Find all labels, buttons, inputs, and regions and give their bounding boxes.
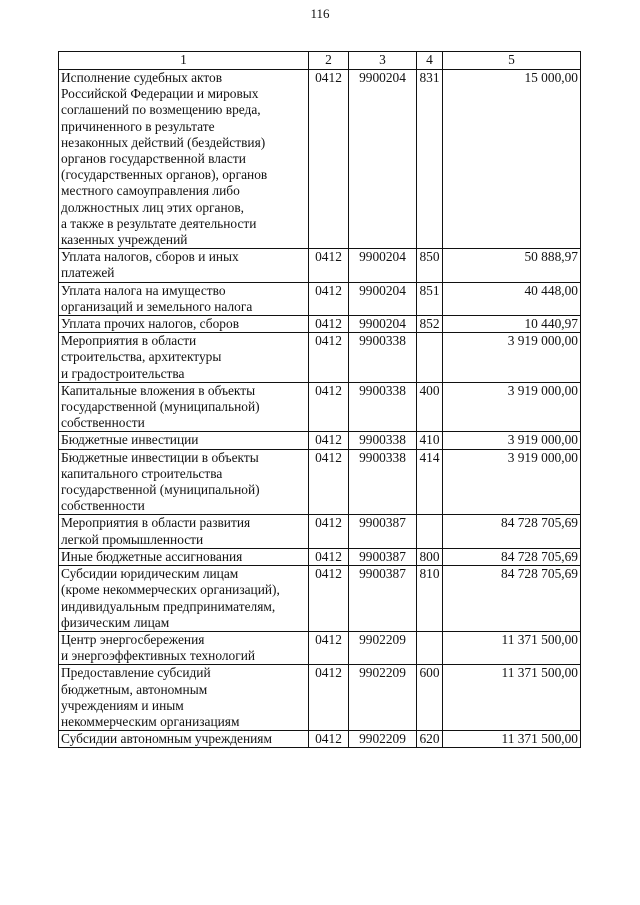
row-target-code: 9900204 xyxy=(349,70,417,249)
row-target-code: 9900338 xyxy=(349,432,417,449)
table-row xyxy=(59,70,581,249)
row-name: Исполнение судебных актов Российской Федерации и мировых соглашений по возмещению вреда, причиненного в результате незаконных действий (бездействия) органов государственной власти (государственных органов), органов местного самоуправления либо должностных лиц этих органов, а также в результате деятельности казенных учреждений xyxy=(59,70,309,249)
row-target-code: 9902209 xyxy=(349,731,417,748)
row-target-code: 9900204 xyxy=(349,316,417,333)
row-target-code: 9900338 xyxy=(349,449,417,515)
row-target-code: 9902209 xyxy=(349,631,417,664)
row-section-code: 0412 xyxy=(309,432,349,449)
row-amount: 3 919 000,00 xyxy=(443,333,581,383)
row-expense-type: 620 xyxy=(417,731,443,748)
row-section-code: 0412 xyxy=(309,566,349,632)
row-amount: 11 371 500,00 xyxy=(443,631,581,664)
header-col-1: 1 xyxy=(59,52,309,70)
table-row xyxy=(59,333,581,383)
row-target-code: 9900387 xyxy=(349,566,417,632)
budget-table xyxy=(58,51,581,748)
row-target-code: 9900204 xyxy=(349,282,417,315)
row-expense-type: 831 xyxy=(417,70,443,249)
row-name: Бюджетные инвестиции в объекты капитального строительства государственной (муниципальной) собственности xyxy=(59,449,309,515)
row-amount: 84 728 705,69 xyxy=(443,515,581,548)
header-col-3: 3 xyxy=(349,52,417,70)
row-name: Иные бюджетные ассигнования xyxy=(59,548,309,565)
header-col-4: 4 xyxy=(417,52,443,70)
row-expense-type: 410 xyxy=(417,432,443,449)
row-section-code: 0412 xyxy=(309,249,349,282)
row-amount: 3 919 000,00 xyxy=(443,449,581,515)
table-row xyxy=(59,515,581,548)
row-expense-type: 852 xyxy=(417,316,443,333)
row-expense-type: 851 xyxy=(417,282,443,315)
row-section-code: 0412 xyxy=(309,316,349,333)
row-expense-type xyxy=(417,515,443,548)
table-row xyxy=(59,566,581,632)
row-expense-type: 600 xyxy=(417,665,443,731)
row-target-code: 9900338 xyxy=(349,382,417,432)
table-row xyxy=(59,731,581,748)
row-section-code: 0412 xyxy=(309,70,349,249)
row-amount: 11 371 500,00 xyxy=(443,731,581,748)
table-row xyxy=(59,382,581,432)
row-expense-type xyxy=(417,333,443,383)
row-section-code: 0412 xyxy=(309,631,349,664)
page-number: 116 xyxy=(310,6,330,21)
table-row xyxy=(59,249,581,282)
row-name: Мероприятия в области развития легкой промышленности xyxy=(59,515,309,548)
row-amount: 15 000,00 xyxy=(443,70,581,249)
row-amount: 40 448,00 xyxy=(443,282,581,315)
row-name: Субсидии автономным учреждениям xyxy=(59,731,309,748)
row-name: Предоставление субсидий бюджетным, автономным учреждениям и иным некоммерческим организациям xyxy=(59,665,309,731)
table-row xyxy=(59,432,581,449)
row-expense-type: 400 xyxy=(417,382,443,432)
row-section-code: 0412 xyxy=(309,382,349,432)
table-row xyxy=(59,449,581,515)
row-name: Капитальные вложения в объекты государственной (муниципальной) собственности xyxy=(59,382,309,432)
row-section-code: 0412 xyxy=(309,515,349,548)
row-section-code: 0412 xyxy=(309,548,349,565)
row-expense-type: 800 xyxy=(417,548,443,565)
row-section-code: 0412 xyxy=(309,665,349,731)
row-name: Мероприятия в области строительства, архитектуры и градостроительства xyxy=(59,333,309,383)
row-expense-type: 414 xyxy=(417,449,443,515)
row-name: Субсидии юридическим лицам (кроме некоммерческих организаций), индивидуальным предпринимателям, физическим лицам xyxy=(59,566,309,632)
row-name: Уплата налога на имущество организаций и земельного налога xyxy=(59,282,309,315)
row-target-code: 9900387 xyxy=(349,515,417,548)
row-name: Бюджетные инвестиции xyxy=(59,432,309,449)
row-target-code: 9900338 xyxy=(349,333,417,383)
row-section-code: 0412 xyxy=(309,731,349,748)
row-name: Уплата прочих налогов, сборов xyxy=(59,316,309,333)
row-expense-type: 810 xyxy=(417,566,443,632)
table-row xyxy=(59,282,581,315)
row-name: Уплата налогов, сборов и иных платежей xyxy=(59,249,309,282)
table-row xyxy=(59,316,581,333)
row-amount: 84 728 705,69 xyxy=(443,548,581,565)
row-target-code: 9900204 xyxy=(349,249,417,282)
row-amount: 50 888,97 xyxy=(443,249,581,282)
row-amount: 3 919 000,00 xyxy=(443,382,581,432)
header-col-2: 2 xyxy=(309,52,349,70)
row-amount: 11 371 500,00 xyxy=(443,665,581,731)
table-header-row xyxy=(59,52,581,70)
header-col-5: 5 xyxy=(443,52,581,70)
row-amount: 84 728 705,69 xyxy=(443,566,581,632)
row-expense-type xyxy=(417,631,443,664)
row-amount: 10 440,97 xyxy=(443,316,581,333)
table-row xyxy=(59,665,581,731)
row-section-code: 0412 xyxy=(309,282,349,315)
table-row xyxy=(59,631,581,664)
row-target-code: 9902209 xyxy=(349,665,417,731)
table-row xyxy=(59,548,581,565)
row-expense-type: 850 xyxy=(417,249,443,282)
row-section-code: 0412 xyxy=(309,333,349,383)
row-target-code: 9900387 xyxy=(349,548,417,565)
row-section-code: 0412 xyxy=(309,449,349,515)
row-name: Центр энергосбережения и энергоэффективных технологий xyxy=(59,631,309,664)
row-amount: 3 919 000,00 xyxy=(443,432,581,449)
